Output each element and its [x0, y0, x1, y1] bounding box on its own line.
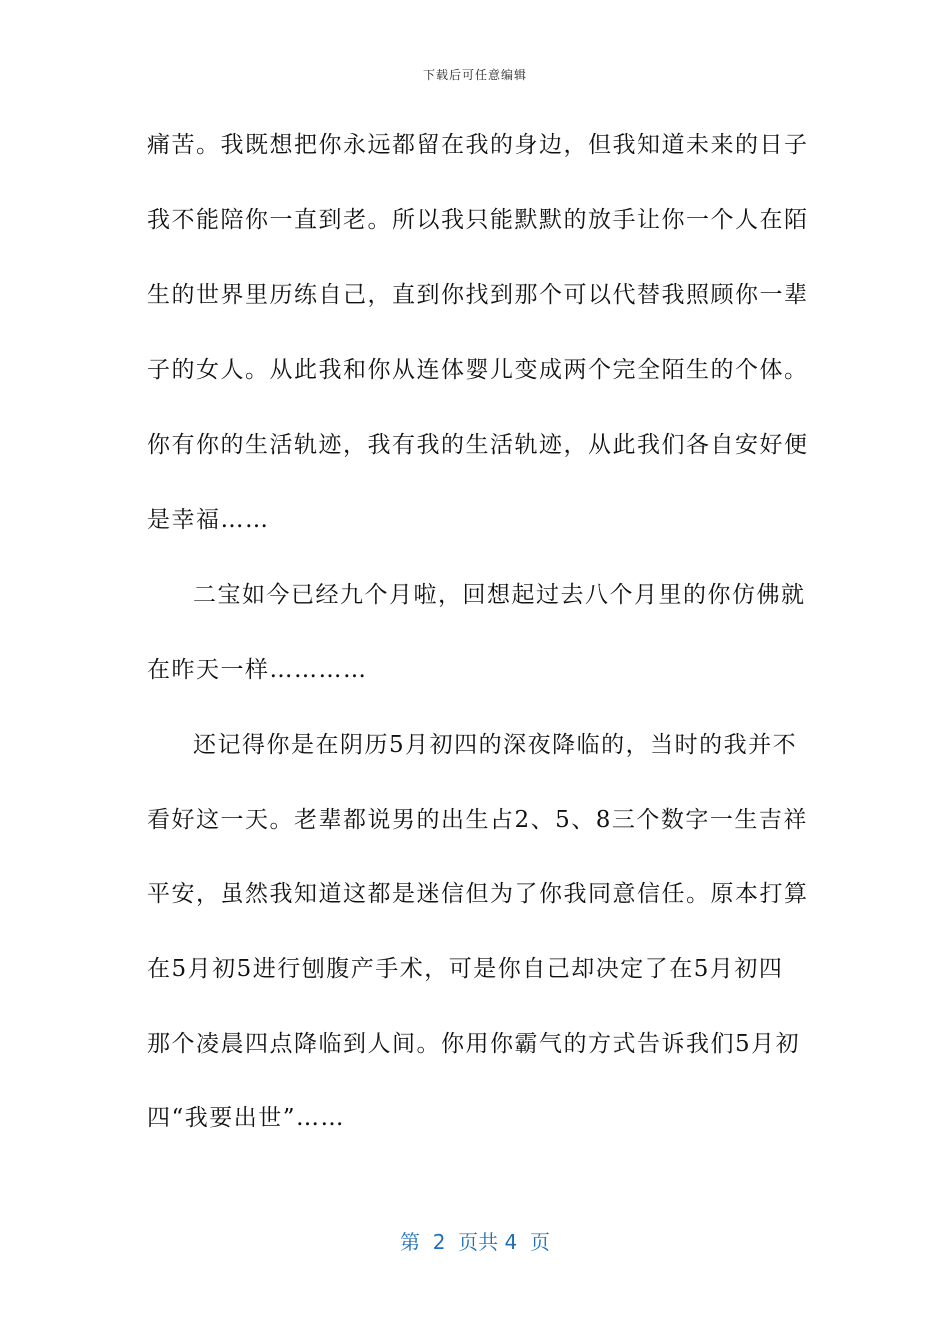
text-line: 是幸福……: [147, 507, 270, 533]
text-line: 看好这一天。老辈都说男的出生占2、5、8三个数字一生吉祥: [147, 807, 808, 833]
text-line: 平安，虽然我知道这都是迷信但为了你我同意信任。原本打算: [147, 881, 809, 907]
text-line: 子的女人。从此我和你从连体婴儿变成两个完全陌生的个体。: [147, 357, 809, 383]
text-line: 二宝如今已经九个月啦，回想起过去八个月里的你仿佛就: [193, 582, 806, 608]
text-line: 在5月初5进行刨腹产手术，可是你自己却决定了在5月初四: [147, 956, 784, 982]
text-line: 你有你的生活轨迹，我有我的生活轨迹，从此我们各自安好便: [147, 432, 809, 458]
text-line: 四“我要出世”……: [147, 1105, 346, 1131]
text-line: 在昨天一样…………: [147, 657, 368, 683]
text-line: 生的世界里历练自己，直到你找到那个可以代替我照顾你一辈: [147, 282, 809, 308]
page-header: 下载后可任意编辑: [422, 68, 527, 82]
text-line: 痛苦。我既想把你永远都留在我的身边，但我知道未来的日子: [147, 132, 809, 158]
text-line: 还记得你是在阴历5月初四的深夜降临的，当时的我并不: [193, 732, 798, 758]
text-line: 我不能陪你一直到老。所以我只能默默的放手让你一个人在陌: [147, 207, 809, 233]
page-number: 第 2 页共 4 页: [400, 1230, 550, 1254]
text-line: 那个凌晨四点降临到人间。你用你霸气的方式告诉我们5月初: [147, 1031, 801, 1057]
